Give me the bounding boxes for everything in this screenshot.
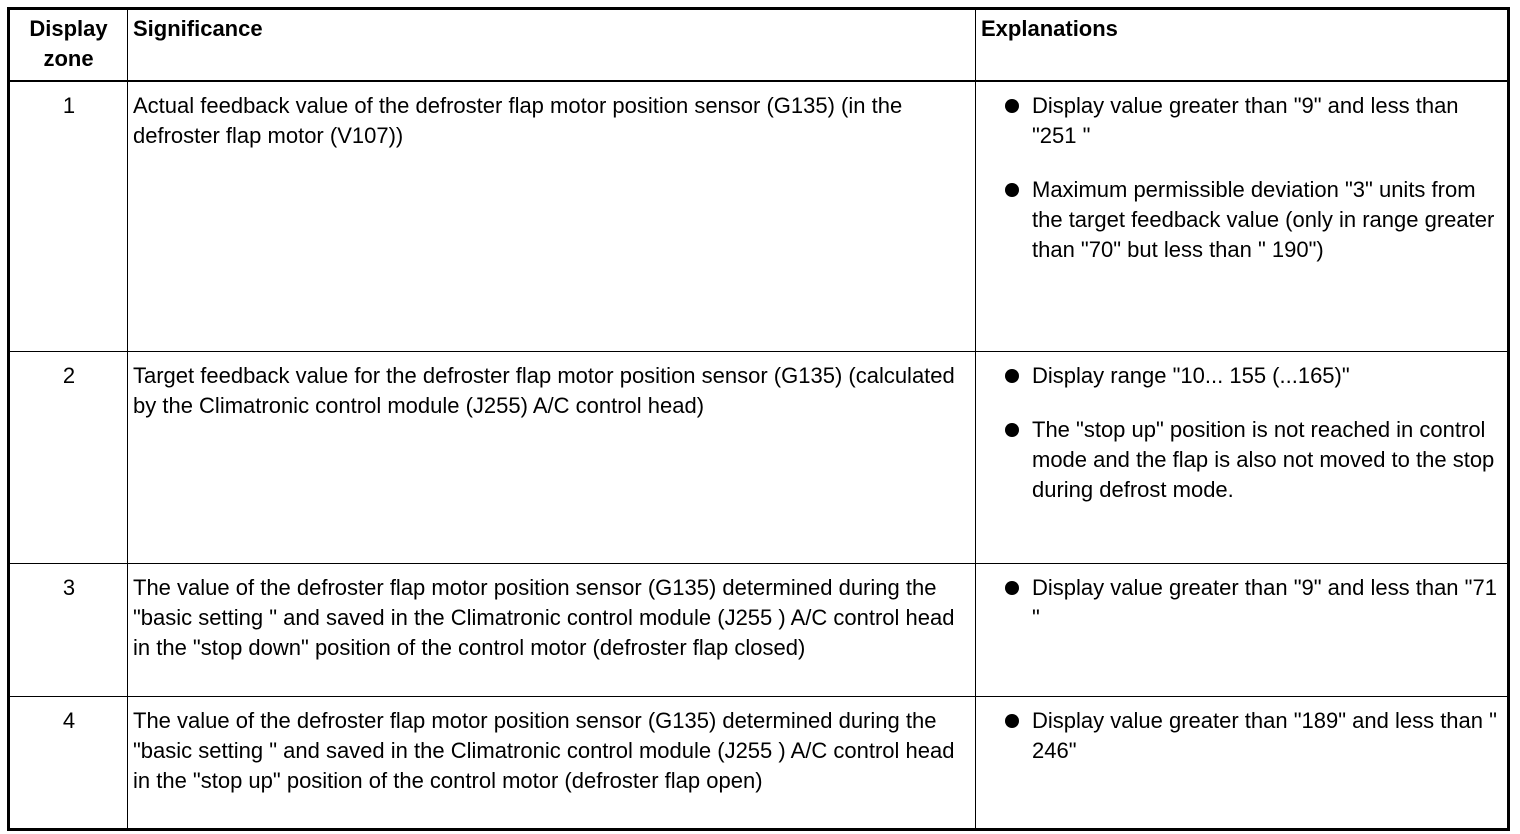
explanation-item [981, 573, 1503, 633]
explanation-item [981, 361, 1503, 391]
explanations-cell [976, 697, 1509, 830]
explanation-list [981, 573, 1503, 633]
explanation-text: The "stop up" position is not reached in control mode and the flap is also not moved to the stop during defrost mode. [1032, 417, 1495, 502]
zone-number: 2 [9, 352, 128, 564]
display-zone-table [7, 7, 1510, 831]
bullet-icon [1005, 99, 1019, 113]
bullet-icon [1005, 714, 1019, 728]
bullet-icon [1005, 581, 1019, 595]
header-explanations: Explanations [976, 9, 1509, 82]
bullet-icon [1005, 423, 1019, 437]
explanation-item [981, 175, 1503, 265]
explanation-item [981, 415, 1503, 505]
zone-number: 4 [9, 697, 128, 830]
table-row [9, 564, 1509, 697]
significance-cell: Actual feedback value of the defroster flap motor position sensor (G135) (in the defroster flap motor (V107)) [128, 81, 976, 352]
table-row [9, 697, 1509, 830]
explanation-text: Display range "10... 155 (...165)" [1032, 363, 1350, 388]
header-display-zone: Display zone [9, 9, 128, 82]
explanation-list [981, 91, 1503, 265]
bullet-icon [1005, 369, 1019, 383]
explanations-cell [976, 564, 1509, 697]
explanations-cell [976, 81, 1509, 352]
explanations-cell [976, 352, 1509, 564]
explanation-item [981, 706, 1503, 766]
explanation-list [981, 706, 1503, 766]
significance-cell: The value of the defroster flap motor position sensor (G135) determined during the "basic setting " and saved in the Climatronic control module (J255 ) A/C control head in the "stop up" position of the control motor (defroster flap open) [128, 697, 976, 830]
explanation-list [981, 361, 1503, 505]
zone-number: 3 [9, 564, 128, 697]
explanation-item [981, 91, 1503, 151]
table-header-row [9, 9, 1509, 82]
bullet-icon [1005, 183, 1019, 197]
significance-cell: The value of the defroster flap motor position sensor (G135) determined during the "basic setting " and saved in the Climatronic control module (J255 ) A/C control head in the "stop down" position of the control motor (defroster flap closed) [128, 564, 976, 697]
explanation-text: Maximum permissible deviation "3" units from the target feedback value (only in range greater than "70" but less than " 190") [1032, 177, 1495, 262]
table-row [9, 352, 1509, 564]
header-significance: Significance [128, 9, 976, 82]
table-row [9, 81, 1509, 352]
explanation-text: Display value greater than "189" and less than " 246" [1032, 708, 1497, 763]
explanation-text: Display value greater than "9" and less than "71 " [1032, 575, 1497, 630]
zone-number: 1 [9, 81, 128, 352]
explanation-text: Display value greater than "9" and less than "251 " [1032, 93, 1459, 148]
significance-cell: Target feedback value for the defroster flap motor position sensor (G135) (calculated by the Climatronic control module (J255) A/C control head) [128, 352, 976, 564]
